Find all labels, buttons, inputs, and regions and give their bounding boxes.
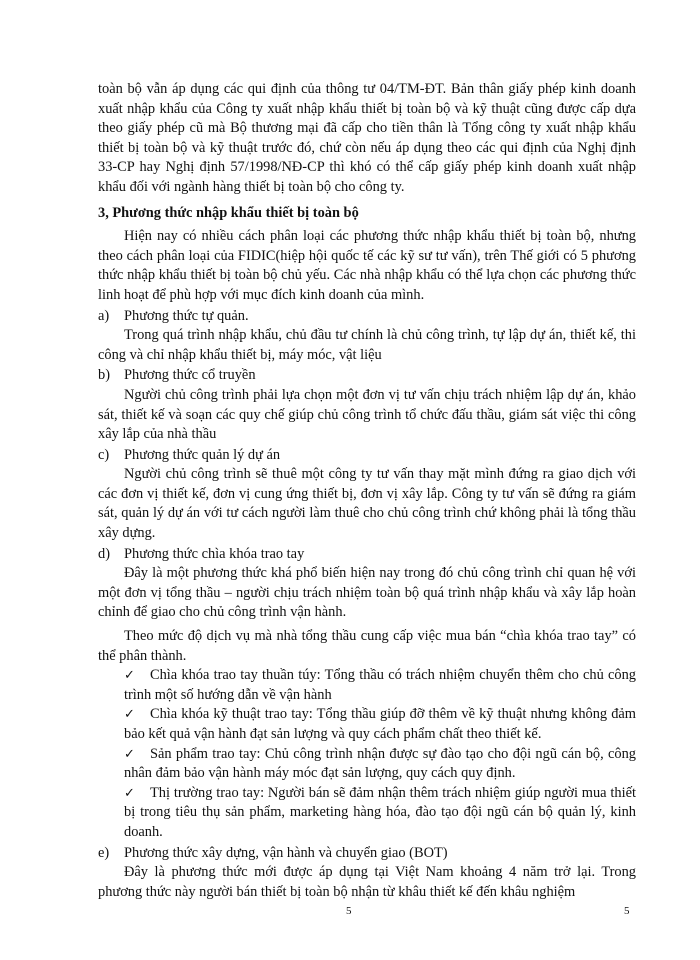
check-icon: ✓ xyxy=(124,707,135,723)
check-item-3-text: Sản phẩm trao tay: Chủ công trình nhận được sự đào tạo cho đội ngũ cán bộ, công nhân đảm bảo vận hành máy móc đạt sản lượng, quy cách quy định. xyxy=(124,745,636,782)
item-a-heading xyxy=(98,307,636,327)
item-b-title: Phương thức cổ truyền xyxy=(124,367,256,384)
check-item-1-text: Chìa khóa trao tay thuần túy: Tổng thầu có trách nhiệm chuyển thêm cho chủ công trình một số hướng dẫn về vận hành xyxy=(124,667,636,703)
section-intro-paragraph: Hiện nay có nhiều cách phân loại các phương thức nhập khẩu thiết bị toàn bộ, nhưng theo cách phân loại của FIDIC(hiệp hội quốc tế các kỹ sư tư vấn), trên Thế giới có 5 phương thức nhập khẩu thiết bị toàn bộ chủ yếu. Các nhà nhập khẩu có thể lựa chọn các phương thức linh hoạt để phù hợp với mục đích kinh doanh của mình. xyxy=(98,228,636,303)
item-d-body: Đây là một phương thức khá phổ biến hiện nay trong đó chủ công trình chỉ quan hệ với một đơn vị tổng thầu – người chịu trách nhiệm toàn bộ quá trình nhập khẩu và xây lắp hoàn chỉnh để giao cho chủ công trình vận hành. xyxy=(98,565,636,621)
item-b-mark: b) xyxy=(98,367,110,384)
item-e-heading xyxy=(98,844,636,864)
item-a-mark: a) xyxy=(98,307,110,324)
check-icon: ✓ xyxy=(124,746,135,762)
item-a-title: Phương thức tự quản. xyxy=(124,307,249,324)
item-a-body: Trong quá trình nhập khẩu, chủ đầu tư chính là chủ công trình, tự lập dự án, thiết kế, thi công và chỉ nhập khẩu thiết bị, máy móc, vật liệu xyxy=(98,327,636,363)
check-item-4-text: Thị trường trao tay: Người bán sẽ đảm nhận thêm trách nhiệm giúp người mua thiết bị trong tiêu thụ sản phẩm, marketing hàng hóa, đào tạo đội ngũ cán bộ quản lý, kinh doanh. xyxy=(124,784,636,840)
page-number-right: 5 xyxy=(624,905,630,917)
item-d-title: Phương thức chìa khóa trao tay xyxy=(124,545,305,562)
item-e-title: Phương thức xây dựng, vận hành và chuyển giao (BOT) xyxy=(124,844,448,861)
item-d-body-2: Theo mức độ dịch vụ mà nhà tổng thầu cung cấp việc mua bán “chìa khóa trao tay” có thể phân thành. xyxy=(98,628,636,664)
check-item-4 xyxy=(124,784,636,843)
item-d-mark: d) xyxy=(98,545,110,562)
page-content xyxy=(98,80,636,902)
section-heading: 3, Phương thức nhập khẩu thiết bị toàn bộ xyxy=(98,204,359,221)
item-d-heading xyxy=(98,545,636,565)
item-b-heading xyxy=(98,366,636,386)
check-icon: ✓ xyxy=(124,785,135,801)
check-item-3 xyxy=(124,745,636,784)
item-c-mark: c) xyxy=(98,446,110,463)
page-number-center: 5 xyxy=(346,905,352,917)
check-item-2 xyxy=(124,705,636,744)
item-e-mark: e) xyxy=(98,844,110,861)
item-b-body: Người chủ công trình phải lựa chọn một đơn vị tư vấn chịu trách nhiệm lập dự án, khảo sát, thiết kế và soạn các quy chế giúp chủ công trình tổ chức đấu thầu, giám sát việc thi công xây lắp của nhà thầu xyxy=(98,386,636,443)
check-item-1 xyxy=(124,666,636,705)
item-c-title: Phương thức quản lý dự án xyxy=(124,446,281,463)
item-e-body: Đây là phương thức mới được áp dụng tại Việt Nam khoảng 4 năm trở lại. Trong phương thức này người bán thiết bị toàn bộ nhận từ khâu thiết kế đến khâu nghiệm xyxy=(98,864,636,900)
intro-paragraph: toàn bộ vẫn áp dụng các qui định của thông tư 04/TM-ĐT. Bản thân giấy phép kinh doanh xuất nhập khẩu của Công ty xuất nhập khẩu thiết bị toàn bộ và kỹ thuật cũng được cấp dựa theo giấy phép cũ mà Bộ thương mại đã cấp cho tiền thân là Tổng công ty xuất nhập khẩu thiết bị toàn bộ và kỹ thuật trước đó, chứ còn nếu áp dụng theo các qui định của Nghị định 33-CP hay Nghị định 57/1998/NĐ-CP thì khó có thể cấp giấy phép kinh doanh xuất nhập khẩu đối với ngành hàng thiết bị toàn bộ cho công ty. xyxy=(98,81,636,195)
check-icon: ✓ xyxy=(124,668,135,684)
check-item-2-text: Chìa khóa kỹ thuật trao tay: Tổng thầu giúp đỡ thêm về kỹ thuật nhưng không đảm bảo kết quả vận hành đạt sản lượng và quy cách phẩm chất theo thiết kế. xyxy=(124,706,636,742)
item-c-body: Người chủ công trình sẽ thuê một công ty tư vấn thay mặt mình đứng ra giao dịch với các đơn vị thiết kế, đơn vị cung ứng thiết bị, đơn vị xây lắp. Công ty tư vấn sẽ đứng ra giám sát, quản lý dự án với tư cách người làm thuê cho chủ công trình chứ không phải là tổng thầu xây dựng. xyxy=(98,466,636,542)
item-c-heading xyxy=(98,446,636,466)
